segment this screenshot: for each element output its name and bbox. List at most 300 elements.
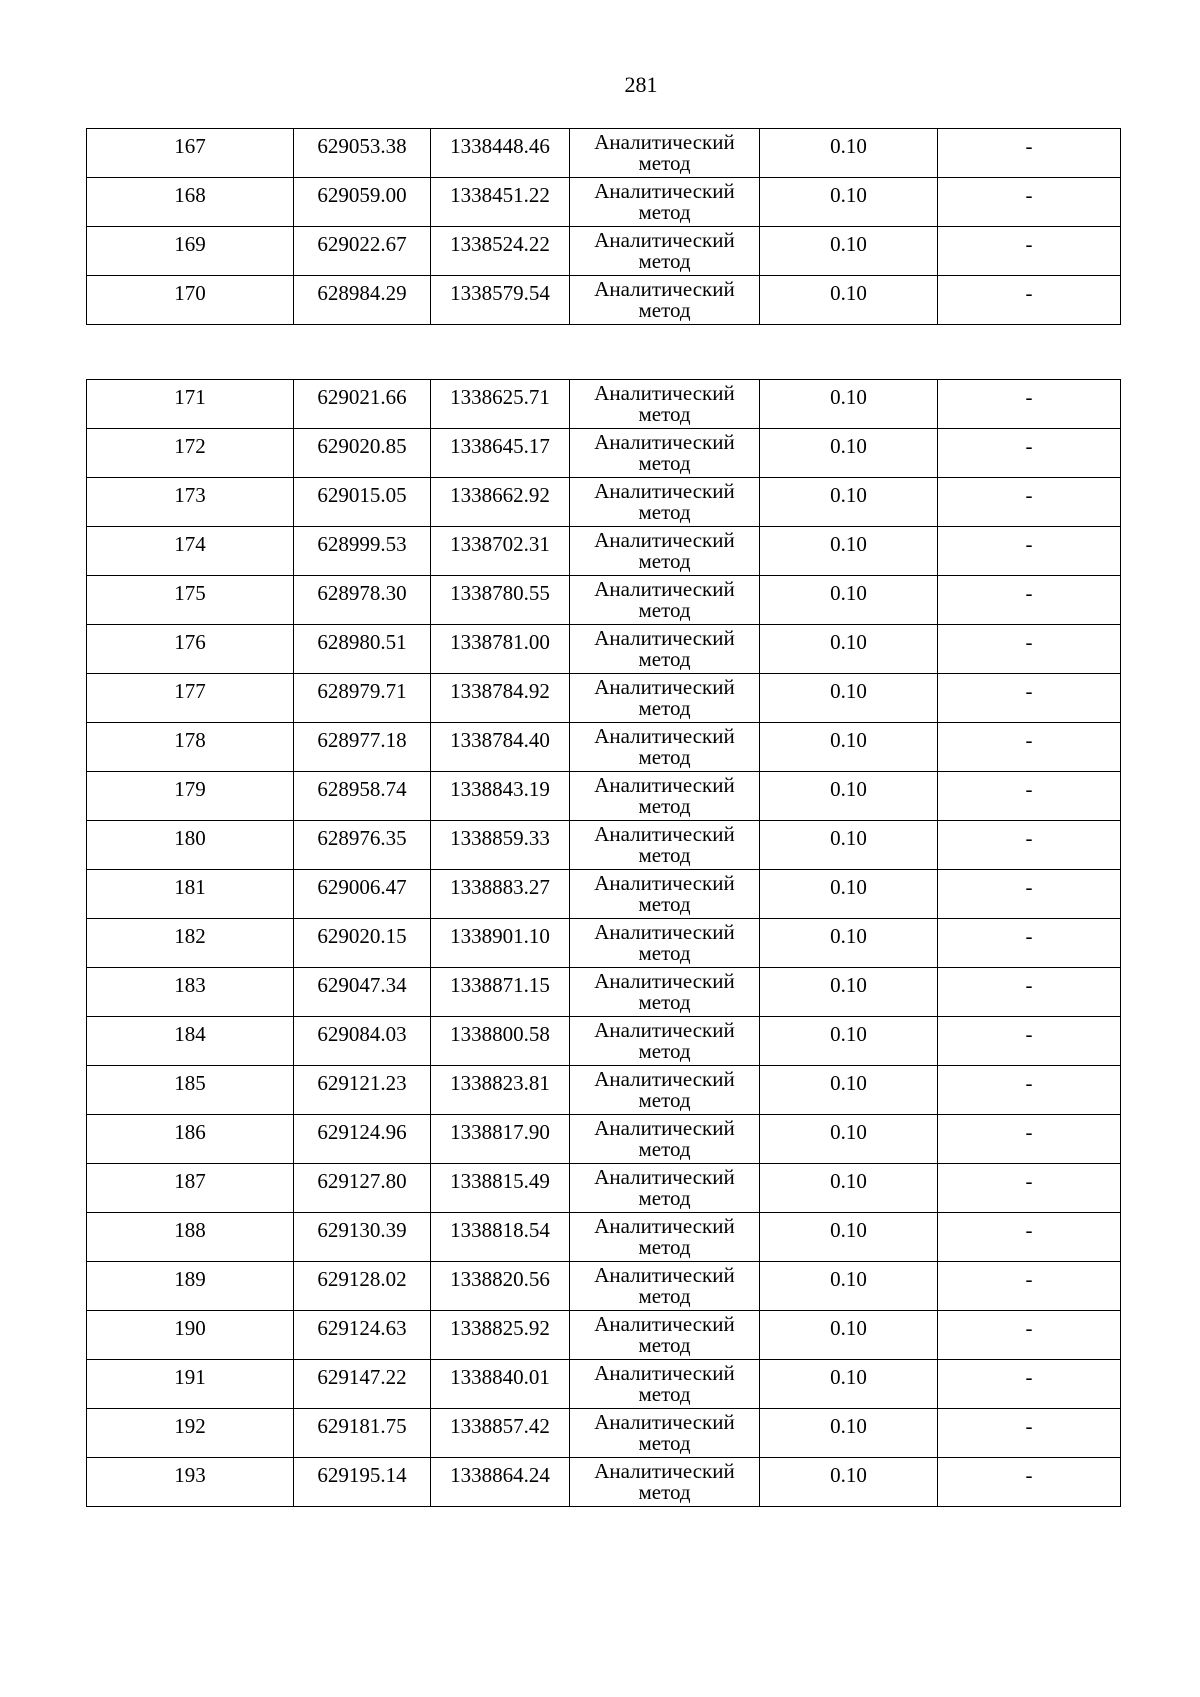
method-cell — [570, 178, 760, 227]
method-cell — [570, 276, 760, 325]
note-cell — [938, 576, 1121, 625]
table-row — [87, 276, 1121, 325]
y-coordinate-text: 1338784.40 — [450, 728, 550, 752]
note-text: - — [1025, 1169, 1033, 1193]
note-cell — [938, 1458, 1121, 1507]
method-cell — [570, 870, 760, 919]
x-coordinate-text: 629084.03 — [317, 1022, 407, 1046]
method-cell — [570, 625, 760, 674]
point-number-text: 182 — [174, 924, 206, 948]
accuracy-text: 0.10 — [830, 1071, 867, 1095]
y-coordinate-text: 1338825.92 — [450, 1316, 550, 1340]
accuracy-text: 0.10 — [830, 1365, 867, 1389]
method-cell — [570, 723, 760, 772]
note-cell — [938, 1017, 1121, 1066]
y-coordinate-text: 1338702.31 — [450, 532, 550, 556]
note-text: - — [1025, 1365, 1033, 1389]
method-cell — [570, 576, 760, 625]
note-text: - — [1025, 1316, 1033, 1340]
accuracy-cell — [760, 129, 938, 178]
point-number-text: 178 — [174, 728, 206, 752]
table-row — [87, 527, 1121, 576]
note-cell — [938, 1164, 1121, 1213]
y-coordinate-cell — [431, 527, 570, 576]
y-coordinate-cell — [431, 919, 570, 968]
point-number-text: 170 — [174, 281, 206, 305]
y-coordinate-text: 1338781.00 — [450, 630, 550, 654]
y-coordinate-text: 1338817.90 — [450, 1120, 550, 1144]
y-coordinate-cell — [431, 576, 570, 625]
y-coordinate-cell — [431, 1115, 570, 1164]
method-cell — [570, 478, 760, 527]
x-coordinate-cell — [294, 821, 431, 870]
x-coordinate-text: 629015.05 — [317, 483, 407, 507]
note-text: - — [1025, 281, 1033, 305]
x-coordinate-text: 628979.71 — [317, 679, 407, 703]
y-coordinate-text: 1338843.19 — [450, 777, 550, 801]
table-row — [87, 1213, 1121, 1262]
x-coordinate-text: 629124.63 — [317, 1316, 407, 1340]
accuracy-cell — [760, 625, 938, 674]
note-cell — [938, 1066, 1121, 1115]
table-row — [87, 178, 1121, 227]
method-cell — [570, 129, 760, 178]
table-row — [87, 1115, 1121, 1164]
table-row — [87, 1458, 1121, 1507]
table-row — [87, 625, 1121, 674]
note-cell — [938, 772, 1121, 821]
method-text: Аналитический метод — [594, 130, 735, 175]
note-cell — [938, 919, 1121, 968]
accuracy-text: 0.10 — [830, 581, 867, 605]
y-coordinate-cell — [431, 1360, 570, 1409]
x-coordinate-cell — [294, 129, 431, 178]
x-coordinate-text: 628999.53 — [317, 532, 407, 556]
y-coordinate-cell — [431, 1213, 570, 1262]
accuracy-cell — [760, 821, 938, 870]
y-coordinate-cell — [431, 870, 570, 919]
x-coordinate-cell — [294, 527, 431, 576]
y-coordinate-text: 1338820.56 — [450, 1267, 550, 1291]
method-cell — [570, 227, 760, 276]
note-text: - — [1025, 826, 1033, 850]
x-coordinate-text: 628958.74 — [317, 777, 407, 801]
y-coordinate-text: 1338780.55 — [450, 581, 550, 605]
y-coordinate-cell — [431, 178, 570, 227]
point-number-cell — [87, 429, 294, 478]
note-cell — [938, 429, 1121, 478]
point-number-cell — [87, 1262, 294, 1311]
accuracy-cell — [760, 1017, 938, 1066]
accuracy-cell — [760, 527, 938, 576]
accuracy-cell — [760, 919, 938, 968]
table-row — [87, 1360, 1121, 1409]
y-coordinate-cell — [431, 772, 570, 821]
table-row — [87, 1311, 1121, 1360]
y-coordinate-cell — [431, 1262, 570, 1311]
note-text: - — [1025, 1267, 1033, 1291]
method-cell — [570, 821, 760, 870]
method-text: Аналитический метод — [594, 822, 735, 867]
y-coordinate-text: 1338524.22 — [450, 232, 550, 256]
note-cell — [938, 1409, 1121, 1458]
point-number-text: 185 — [174, 1071, 206, 1095]
x-coordinate-cell — [294, 1164, 431, 1213]
method-text: Аналитический метод — [594, 430, 735, 475]
note-cell — [938, 821, 1121, 870]
note-cell — [938, 968, 1121, 1017]
point-number-text: 184 — [174, 1022, 206, 1046]
method-text: Аналитический метод — [594, 1067, 735, 1112]
x-coordinate-cell — [294, 576, 431, 625]
method-cell — [570, 1213, 760, 1262]
method-text: Аналитический метод — [594, 871, 735, 916]
x-coordinate-text: 629127.80 — [317, 1169, 407, 1193]
point-number-text: 168 — [174, 183, 206, 207]
method-text: Аналитический метод — [594, 277, 735, 322]
y-coordinate-text: 1338883.27 — [450, 875, 550, 899]
accuracy-text: 0.10 — [830, 281, 867, 305]
y-coordinate-cell — [431, 227, 570, 276]
y-coordinate-cell — [431, 1066, 570, 1115]
x-coordinate-text: 629181.75 — [317, 1414, 407, 1438]
x-coordinate-text: 629022.67 — [317, 232, 407, 256]
coordinates-table — [86, 379, 1121, 1507]
point-number-text: 176 — [174, 630, 206, 654]
note-cell — [938, 478, 1121, 527]
x-coordinate-text: 629121.23 — [317, 1071, 407, 1095]
method-text: Аналитический метод — [594, 920, 735, 965]
coordinates-table — [86, 128, 1121, 325]
note-text: - — [1025, 434, 1033, 458]
accuracy-text: 0.10 — [830, 679, 867, 703]
note-cell — [938, 674, 1121, 723]
x-coordinate-cell — [294, 723, 431, 772]
x-coordinate-cell — [294, 625, 431, 674]
x-coordinate-cell — [294, 968, 431, 1017]
note-text: - — [1025, 532, 1033, 556]
y-coordinate-cell — [431, 674, 570, 723]
accuracy-cell — [760, 1115, 938, 1164]
point-number-text: 177 — [174, 679, 206, 703]
note-text: - — [1025, 483, 1033, 507]
x-coordinate-text: 628977.18 — [317, 728, 407, 752]
accuracy-text: 0.10 — [830, 1218, 867, 1242]
note-text: - — [1025, 875, 1033, 899]
point-number-cell — [87, 1409, 294, 1458]
note-text: - — [1025, 1218, 1033, 1242]
x-coordinate-cell — [294, 1017, 431, 1066]
note-text: - — [1025, 630, 1033, 654]
point-number-cell — [87, 227, 294, 276]
method-text: Аналитический метод — [594, 577, 735, 622]
x-coordinate-text: 629006.47 — [317, 875, 407, 899]
y-coordinate-cell — [431, 1458, 570, 1507]
y-coordinate-text: 1338662.92 — [450, 483, 550, 507]
point-number-cell — [87, 129, 294, 178]
accuracy-cell — [760, 1262, 938, 1311]
point-number-cell — [87, 919, 294, 968]
y-coordinate-text: 1338784.92 — [450, 679, 550, 703]
y-coordinate-cell — [431, 1017, 570, 1066]
method-cell — [570, 1164, 760, 1213]
point-number-text: 172 — [174, 434, 206, 458]
note-text: - — [1025, 1414, 1033, 1438]
table-row — [87, 380, 1121, 429]
x-coordinate-cell — [294, 178, 431, 227]
y-coordinate-cell — [431, 1311, 570, 1360]
x-coordinate-text: 629059.00 — [317, 183, 407, 207]
note-cell — [938, 276, 1121, 325]
note-cell — [938, 870, 1121, 919]
table-row — [87, 1262, 1121, 1311]
table-row — [87, 1066, 1121, 1115]
y-coordinate-cell — [431, 723, 570, 772]
x-coordinate-cell — [294, 1066, 431, 1115]
page-number: 281 — [624, 72, 658, 97]
table-row — [87, 576, 1121, 625]
point-number-text: 180 — [174, 826, 206, 850]
y-coordinate-cell — [431, 968, 570, 1017]
accuracy-text: 0.10 — [830, 232, 867, 256]
note-text: - — [1025, 1463, 1033, 1487]
x-coordinate-text: 629124.96 — [317, 1120, 407, 1144]
x-coordinate-cell — [294, 1311, 431, 1360]
method-cell — [570, 968, 760, 1017]
point-number-cell — [87, 821, 294, 870]
accuracy-text: 0.10 — [830, 385, 867, 409]
accuracy-cell — [760, 1164, 938, 1213]
method-text: Аналитический метод — [594, 773, 735, 818]
point-number-cell — [87, 772, 294, 821]
method-cell — [570, 1360, 760, 1409]
note-text: - — [1025, 1120, 1033, 1144]
method-cell — [570, 674, 760, 723]
accuracy-text: 0.10 — [830, 134, 867, 158]
accuracy-text: 0.10 — [830, 1463, 867, 1487]
point-number-cell — [87, 1164, 294, 1213]
y-coordinate-text: 1338800.58 — [450, 1022, 550, 1046]
point-number-cell — [87, 178, 294, 227]
note-cell — [938, 625, 1121, 674]
note-text: - — [1025, 777, 1033, 801]
accuracy-text: 0.10 — [830, 728, 867, 752]
point-number-cell — [87, 1458, 294, 1507]
table-row — [87, 723, 1121, 772]
accuracy-cell — [760, 276, 938, 325]
method-cell — [570, 527, 760, 576]
method-cell — [570, 1409, 760, 1458]
method-text: Аналитический метод — [594, 1263, 735, 1308]
note-text: - — [1025, 679, 1033, 703]
accuracy-cell — [760, 723, 938, 772]
accuracy-text: 0.10 — [830, 1316, 867, 1340]
point-number-cell — [87, 380, 294, 429]
accuracy-text: 0.10 — [830, 826, 867, 850]
method-cell — [570, 1017, 760, 1066]
x-coordinate-cell — [294, 429, 431, 478]
accuracy-text: 0.10 — [830, 875, 867, 899]
x-coordinate-cell — [294, 772, 431, 821]
method-text: Аналитический метод — [594, 1116, 735, 1161]
point-number-text: 183 — [174, 973, 206, 997]
point-number-cell — [87, 576, 294, 625]
method-text: Аналитический метод — [594, 228, 735, 273]
y-coordinate-text: 1338864.24 — [450, 1463, 550, 1487]
table-row — [87, 1409, 1121, 1458]
y-coordinate-text: 1338840.01 — [450, 1365, 550, 1389]
point-number-text: 175 — [174, 581, 206, 605]
x-coordinate-cell — [294, 1262, 431, 1311]
table-row — [87, 870, 1121, 919]
x-coordinate-cell — [294, 276, 431, 325]
table-row — [87, 1017, 1121, 1066]
accuracy-cell — [760, 1360, 938, 1409]
note-text: - — [1025, 973, 1033, 997]
note-text: - — [1025, 232, 1033, 256]
accuracy-cell — [760, 1311, 938, 1360]
accuracy-text: 0.10 — [830, 630, 867, 654]
table-row — [87, 429, 1121, 478]
method-cell — [570, 1311, 760, 1360]
x-coordinate-cell — [294, 1360, 431, 1409]
y-coordinate-text: 1338818.54 — [450, 1218, 550, 1242]
note-text: - — [1025, 1022, 1033, 1046]
accuracy-text: 0.10 — [830, 434, 867, 458]
method-text: Аналитический метод — [594, 528, 735, 573]
accuracy-text: 0.10 — [830, 483, 867, 507]
point-number-text: 179 — [174, 777, 206, 801]
note-cell — [938, 227, 1121, 276]
x-coordinate-cell — [294, 1458, 431, 1507]
point-number-cell — [87, 625, 294, 674]
accuracy-text: 0.10 — [830, 924, 867, 948]
table-row — [87, 674, 1121, 723]
point-number-text: 181 — [174, 875, 206, 899]
table-row — [87, 129, 1121, 178]
y-coordinate-text: 1338645.17 — [450, 434, 550, 458]
accuracy-text: 0.10 — [830, 1414, 867, 1438]
accuracy-cell — [760, 674, 938, 723]
accuracy-cell — [760, 380, 938, 429]
method-cell — [570, 1066, 760, 1115]
note-text: - — [1025, 581, 1033, 605]
x-coordinate-text: 629047.34 — [317, 973, 407, 997]
note-cell — [938, 527, 1121, 576]
point-number-cell — [87, 276, 294, 325]
method-text: Аналитический метод — [594, 1165, 735, 1210]
note-text: - — [1025, 1071, 1033, 1095]
method-cell — [570, 1115, 760, 1164]
note-cell — [938, 1311, 1121, 1360]
table-row — [87, 919, 1121, 968]
accuracy-cell — [760, 870, 938, 919]
y-coordinate-cell — [431, 1164, 570, 1213]
point-number-cell — [87, 723, 294, 772]
point-number-cell — [87, 1213, 294, 1262]
y-coordinate-text: 1338448.46 — [450, 134, 550, 158]
y-coordinate-cell — [431, 821, 570, 870]
x-coordinate-text: 628976.35 — [317, 826, 407, 850]
x-coordinate-text: 629020.15 — [317, 924, 407, 948]
y-coordinate-cell — [431, 429, 570, 478]
x-coordinate-text: 629147.22 — [317, 1365, 407, 1389]
accuracy-text: 0.10 — [830, 973, 867, 997]
point-number-text: 167 — [174, 134, 206, 158]
accuracy-cell — [760, 1458, 938, 1507]
y-coordinate-text: 1338859.33 — [450, 826, 550, 850]
method-cell — [570, 1262, 760, 1311]
x-coordinate-cell — [294, 919, 431, 968]
y-coordinate-text: 1338823.81 — [450, 1071, 550, 1095]
note-text: - — [1025, 924, 1033, 948]
method-text: Аналитический метод — [594, 1312, 735, 1357]
y-coordinate-text: 1338579.54 — [450, 281, 550, 305]
accuracy-text: 0.10 — [830, 532, 867, 556]
point-number-text: 171 — [174, 385, 206, 409]
point-number-cell — [87, 527, 294, 576]
method-text: Аналитический метод — [594, 381, 735, 426]
y-coordinate-cell — [431, 625, 570, 674]
x-coordinate-text: 629053.38 — [317, 134, 407, 158]
accuracy-text: 0.10 — [830, 1120, 867, 1144]
y-coordinate-cell — [431, 276, 570, 325]
point-number-text: 174 — [174, 532, 206, 556]
point-number-cell — [87, 674, 294, 723]
y-coordinate-cell — [431, 129, 570, 178]
accuracy-cell — [760, 1213, 938, 1262]
accuracy-cell — [760, 968, 938, 1017]
method-cell — [570, 919, 760, 968]
method-cell — [570, 772, 760, 821]
y-coordinate-cell — [431, 478, 570, 527]
method-text: Аналитический метод — [594, 1018, 735, 1063]
x-coordinate-cell — [294, 478, 431, 527]
accuracy-cell — [760, 478, 938, 527]
x-coordinate-text: 629020.85 — [317, 434, 407, 458]
table-row — [87, 478, 1121, 527]
x-coordinate-cell — [294, 380, 431, 429]
point-number-text: 191 — [174, 1365, 206, 1389]
note-cell — [938, 380, 1121, 429]
accuracy-cell — [760, 576, 938, 625]
x-coordinate-text: 628978.30 — [317, 581, 407, 605]
x-coordinate-cell — [294, 870, 431, 919]
note-cell — [938, 723, 1121, 772]
point-number-cell — [87, 1115, 294, 1164]
method-text: Аналитический метод — [594, 969, 735, 1014]
point-number-text: 186 — [174, 1120, 206, 1144]
note-cell — [938, 1213, 1121, 1262]
table-row — [87, 227, 1121, 276]
table-row — [87, 772, 1121, 821]
point-number-text: 190 — [174, 1316, 206, 1340]
point-number-cell — [87, 1017, 294, 1066]
point-number-cell — [87, 870, 294, 919]
method-text: Аналитический метод — [594, 179, 735, 224]
point-number-cell — [87, 1066, 294, 1115]
accuracy-cell — [760, 772, 938, 821]
note-cell — [938, 129, 1121, 178]
note-text: - — [1025, 385, 1033, 409]
y-coordinate-cell — [431, 1409, 570, 1458]
x-coordinate-text: 629130.39 — [317, 1218, 407, 1242]
x-coordinate-text: 628980.51 — [317, 630, 407, 654]
note-cell — [938, 1262, 1121, 1311]
method-text: Аналитический метод — [594, 675, 735, 720]
method-text: Аналитический метод — [594, 479, 735, 524]
point-number-text: 173 — [174, 483, 206, 507]
